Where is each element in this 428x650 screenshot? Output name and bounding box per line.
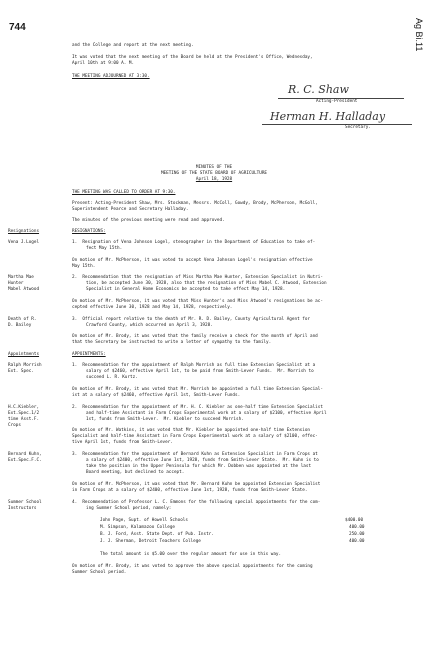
margin-note: Instructors <box>8 506 37 511</box>
minutes-title: MEETING OF THE STATE BOARD OF AGRICULTURE <box>160 171 268 176</box>
text-line: 1st, funds from Smith-Lever. Mr. Kiebler to succeed Morrish. <box>86 417 244 422</box>
called-to-order: THE MEETING WAS CALLED TO ORDER AT 9:30. <box>72 190 176 195</box>
section-heading-appointments: APPOINTMENTS: <box>72 352 106 357</box>
text-line: that the Secretary be instructed to write a letter of sympathy to the family. <box>72 340 272 345</box>
margin-note: Martha Mae <box>8 275 34 280</box>
text-line: 3. Recommendation for the appointment of Bernard Kuhn as Extension Specialist in Farm Crops at <box>72 452 318 457</box>
section-label-appointments: Appointments <box>8 352 40 357</box>
margin-note: H.C.Kiebler, <box>8 405 40 410</box>
margin-note: Bernard Kuhn, <box>8 452 42 457</box>
text-line: take the position in the Upper Peninsula for which Mr. Dobben was appointed at the last <box>86 464 312 469</box>
text-line: Specialist and half-time Assistant in Farm Crops Experimental work at a salary of $2100, effec- <box>72 434 318 439</box>
margin-note: Summer School <box>8 500 42 505</box>
page-number: 744 <box>9 22 26 33</box>
margin-note: time Asst.F. <box>8 417 40 422</box>
text-line: tive April 1st, funds from Smith-Lever. <box>72 440 173 445</box>
text-line: 2. Recommendation that the resignation of Miss Martha Mae Hunter, Extension Specialist in Nutri- <box>72 275 323 280</box>
text-line: Present: Acting-President Shaw, Mrs. Stockman, Messrs. McColl, Gowdy, Brody, McPherson, McGoll, <box>72 201 318 206</box>
list-item-name: John Page, Supt. of Howell Schools <box>100 518 188 523</box>
text-line: On motion of Mr. McPherson, it was voted to accept Vena Johnson Logel's resignation effective <box>72 258 313 263</box>
text-line: May 15th. <box>72 264 96 269</box>
minutes-date: April 18, 1928 <box>195 177 233 182</box>
text-line: cepted effective June 30, 1928 and May 14, 1928, respectively. <box>72 305 233 310</box>
text-line: It was voted that the next meeting of the Board be held at the President's Office, Wednesday, <box>72 55 313 60</box>
text-line: succeed L. R. Kurtz. <box>86 375 138 380</box>
list-item-name: M. Simpson, Kalamazoo College <box>100 525 176 530</box>
list-item-amount: $400.00 <box>345 518 364 523</box>
text-line: ing Summer School period, namely: <box>86 506 172 511</box>
text-line: Board meeting, but declined to accept. <box>86 470 185 475</box>
text-line: in Farm Crops at a salary of $2400, effective June 1st, 1928, funds from Smith-Lever State. <box>72 488 308 493</box>
text-line: and half-time Assistant in Farm Crops Experimental work at a salary of $2100, effective April <box>86 411 327 416</box>
margin-note: Ext.Spec.F.C. <box>8 458 42 463</box>
margin-note: Ext. Spec. <box>8 369 34 374</box>
margin-note: D. Bailey <box>8 323 32 328</box>
signature-title: Secretary. <box>345 125 371 130</box>
signature-acting-president: R. C. Shaw <box>288 83 349 96</box>
section-label-resignations: Resignations <box>8 229 40 234</box>
text-line: 1. Recommendation for the appointment of Ralph Morrish as full time Extension Specialist at a <box>72 363 316 368</box>
list-item-amount: 250.00 <box>349 532 365 537</box>
text-line: Specialist in General Home Economics be accepted to take effect May 14, 1928. <box>86 287 286 292</box>
text-line: On motion of Mr. Brody, it was voted to approve the above special appointments for the coming <box>72 564 313 569</box>
minutes-title: MINUTES OF THE <box>195 165 233 170</box>
text-line: tion, be accepted June 30, 1928, also that the resignation of Miss Mabel C. Atwood, Extension <box>86 281 327 286</box>
list-item-name: J. J. Sherman, Detroit Teachers College <box>100 539 201 544</box>
list-item-name: B. J. Ford, Asst. State Dept. of Pub. Instr. <box>100 532 214 537</box>
text-line: Crawford County, which occurred on April 3, 1928. <box>86 323 213 328</box>
text-line: On motion of Mr. Brody, it was voted that the family receive a check for the month of April and <box>72 334 318 339</box>
text-line: Summer School period. <box>72 570 127 575</box>
margin-note: Vena J.Logel <box>8 240 40 245</box>
signature-line <box>262 124 412 125</box>
signature-title: Acting-President <box>316 99 358 104</box>
text-line: Superintendent Pearce and Secretary Halladay. <box>72 207 189 212</box>
text-line: ist at a salary of $2460, effective April 1st, Smith-Lever Funds. <box>72 393 241 398</box>
text-line: On motion of Mr. Watkins, it was voted that Mr. Kiebler be appointed one-half time Extension <box>72 428 310 433</box>
adjourned-line: THE MEETING ADJOURNED AT 3:30. <box>72 74 150 79</box>
text-line: 4. Recommendation of Professor L. C. Emmons for the following special appointments for the com- <box>72 500 321 505</box>
signature-secretary: Herman H. Halladay <box>270 110 386 123</box>
list-item-amount: 400.00 <box>349 539 365 544</box>
text-line: On motion of Mr. McPherson, it was voted that Miss Hunter's and Miss Atwood's resignations be ac- <box>72 299 323 304</box>
text-line: On motion of Mr. Brody, it was voted that Mr. Morrish be appointed a full time Extension Special- <box>72 387 323 392</box>
text-line: and the College and report at the next meeting. <box>72 43 194 48</box>
text-line: salary of $2460, effective April 1st, to be paid from Smith-Lever Funds. Mr. Morrish to <box>86 369 314 374</box>
text-line: 3. Official report relative to the death of Mr. R. D. Bailey, County Agricultural Agent for <box>72 317 310 322</box>
margin-note: Ralph Morrish <box>8 363 42 368</box>
text-line: April 10th at 9:00 A. M. <box>72 61 135 66</box>
text-line: On motion of Mr. McPherson, it was voted that Mr. Bernard Kuhn be appointed Extension Specialist <box>72 482 321 487</box>
text-line: fect May 15th. <box>86 246 123 251</box>
margin-note: Death of R. <box>8 317 37 322</box>
text-line: 2. Recommendation for the appointment of Mr. H. C. Kiebler as one-half time Extension Specialist <box>72 405 323 410</box>
margin-note: Mabel Atwood <box>8 287 40 292</box>
margin-note: Crops <box>8 423 21 428</box>
margin-note: Ext.Spec.1/2 <box>8 411 40 416</box>
text-line: a salary of $2400, effective June 1st, 1928, funds from Smith-Lever State. Mr. Kuhn is to <box>86 458 319 463</box>
text-line: 1. Resignation of Vena Johnson Logel, stenographer in the Department of Education to take ef- <box>72 240 316 245</box>
text-line: The minutes of the previous meeting were read and approved. <box>72 218 225 223</box>
section-heading-resignations: RESIGNATIONS: <box>72 229 106 234</box>
list-item-amount: 400.00 <box>349 525 365 530</box>
text-line: The total amount is $5.00 over the regular amount for use in this way. <box>100 552 282 557</box>
margin-note: Hunter <box>8 281 24 286</box>
page-edge-label: Ag Bi.11 <box>414 18 424 52</box>
